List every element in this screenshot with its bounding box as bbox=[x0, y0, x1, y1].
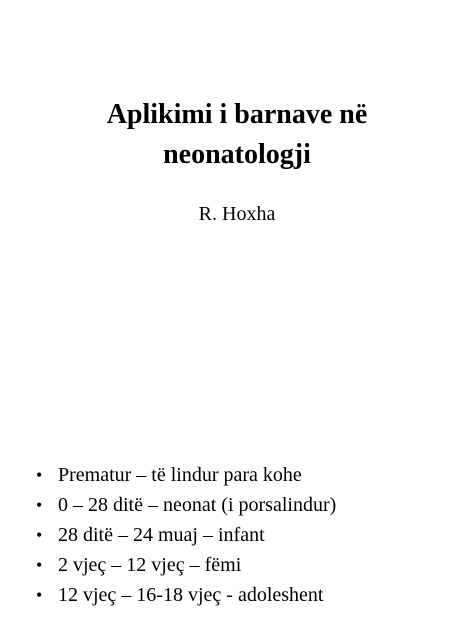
list-item-text: 0 – 28 ditë – neonat (i porsalindur) bbox=[58, 494, 337, 516]
bullet-icon: • bbox=[36, 465, 43, 485]
list-item bbox=[36, 460, 336, 490]
list-item-text: 28 ditë – 24 muaj – infant bbox=[58, 524, 265, 546]
bullet-icon: • bbox=[36, 495, 43, 515]
list-item-text: 2 vjeç – 12 vjeç – fëmi bbox=[58, 554, 242, 576]
bullet-icon: • bbox=[36, 525, 43, 545]
list-item bbox=[36, 490, 336, 520]
list-item-text: Prematur – të lindur para kohe bbox=[58, 464, 302, 486]
slide-title bbox=[0, 95, 474, 175]
bullet-list bbox=[36, 460, 336, 610]
list-item bbox=[36, 520, 336, 550]
author-name: R. Hoxha bbox=[198, 203, 276, 225]
title-line-2: neonatologji bbox=[163, 139, 311, 170]
list-item bbox=[36, 580, 336, 610]
bullet-icon: • bbox=[36, 555, 43, 575]
list-item-text: 12 vjeç – 16-18 vjeç - adoleshent bbox=[58, 584, 324, 606]
list-item bbox=[36, 550, 336, 580]
title-line-1: Aplikimi i barnave në bbox=[106, 99, 368, 130]
bullet-icon: • bbox=[36, 585, 43, 605]
